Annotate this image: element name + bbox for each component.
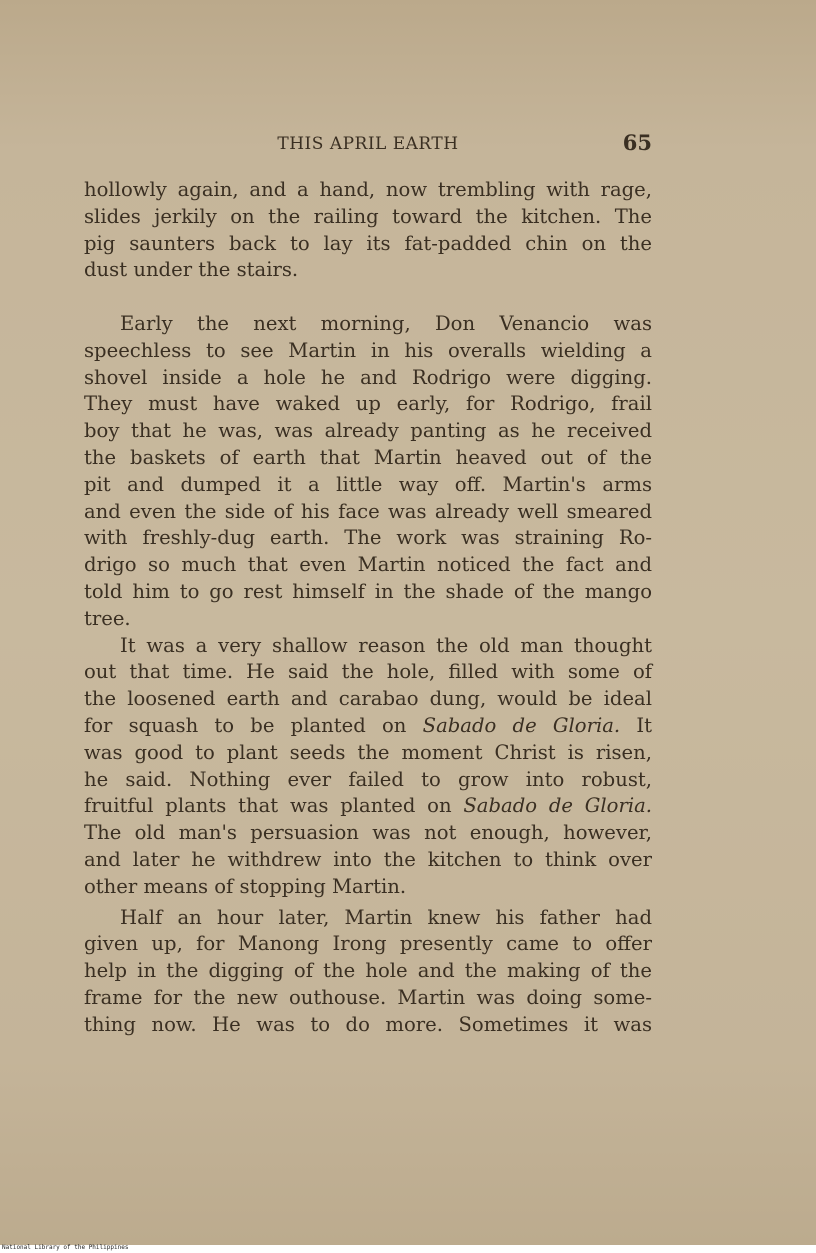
text-line: It was a very shallow reason the old man thought	[120, 633, 652, 657]
page-header	[84, 130, 652, 160]
text-line: Early the next morning, Don Venancio was	[120, 311, 652, 335]
text-line: given up, for Manong Irong presently came to offer	[84, 932, 652, 956]
text-line: he said. Nothing ever failed to grow into robust,	[84, 767, 652, 791]
text-line: told him to go rest himself in the shade of the mango	[84, 579, 652, 603]
italic-phrase: Sabado de Gloria.	[422, 713, 621, 737]
text-line: help in the digging of the hole and the making of the	[84, 959, 652, 983]
text-line: the loosened earth and carabao dung, would be ideal	[84, 687, 652, 711]
library-watermark: National Library of the Philippines	[2, 1244, 129, 1251]
text-line: thing now. He was to do more. Sometimes it was	[84, 1012, 652, 1036]
text-segment: fruitful plants that was planted on	[84, 794, 452, 818]
text-line: with freshly-dug earth. The work was straining Ro-	[84, 526, 652, 550]
page-number: 65	[622, 130, 652, 155]
footer-bar	[0, 1245, 816, 1253]
paragraph-3	[84, 633, 652, 901]
text-line: was good to plant seeds the moment Christ is risen,	[84, 740, 652, 764]
text-line: and later he withdrew into the kitchen to think over	[84, 847, 652, 871]
text-line: the baskets of earth that Martin heaved out of the	[84, 445, 652, 469]
paragraph-1	[84, 177, 652, 284]
text-line: hollowly again, and a hand, now trembling with rage,	[84, 178, 652, 201]
text-line-mixed	[84, 793, 652, 820]
text-line: and even the side of his face was already well smeared	[84, 499, 652, 523]
text-line: frame for the new outhouse. Martin was doing some-	[84, 985, 652, 1009]
paragraph-4	[84, 905, 652, 1039]
paragraph-2	[84, 311, 652, 633]
text-line: other means of stopping Martin.	[84, 874, 407, 898]
text-line: boy that he was, was already panting as he received	[84, 419, 652, 443]
text-line: Half an hour later, Martin knew his father had	[120, 905, 652, 929]
text-line: pig saunters back to lay its fat-padded chin on the	[84, 231, 652, 255]
text-line: shovel inside a hole he and Rodrigo were digging.	[84, 365, 652, 389]
text-line: pit and dumped it a little way off. Martin's arms	[84, 472, 652, 496]
text-line: dust under the stairs.	[84, 258, 299, 282]
text-line: speechless to see Martin in his overalls wielding a	[84, 338, 652, 362]
text-line: out that time. He said the hole, filled with some of	[84, 660, 652, 684]
text-line: drigo so much that even Martin noticed the fact and	[84, 553, 652, 577]
body-text	[84, 177, 652, 1039]
text-line-mixed	[84, 713, 652, 740]
text-segment: It	[636, 713, 652, 737]
running-title: THIS APRIL EARTH	[277, 134, 459, 154]
text-line: slides jerkily on the railing toward the kitchen. The	[84, 204, 652, 228]
text-line: tree.	[84, 606, 131, 630]
text-segment: for squash to be planted on	[84, 713, 407, 737]
italic-phrase: Sabado de Gloria.	[463, 794, 653, 818]
text-line: The old man's persuasion was not enough, however,	[84, 821, 652, 845]
text-line: They must have waked up early, for Rodrigo, frail	[84, 392, 652, 416]
